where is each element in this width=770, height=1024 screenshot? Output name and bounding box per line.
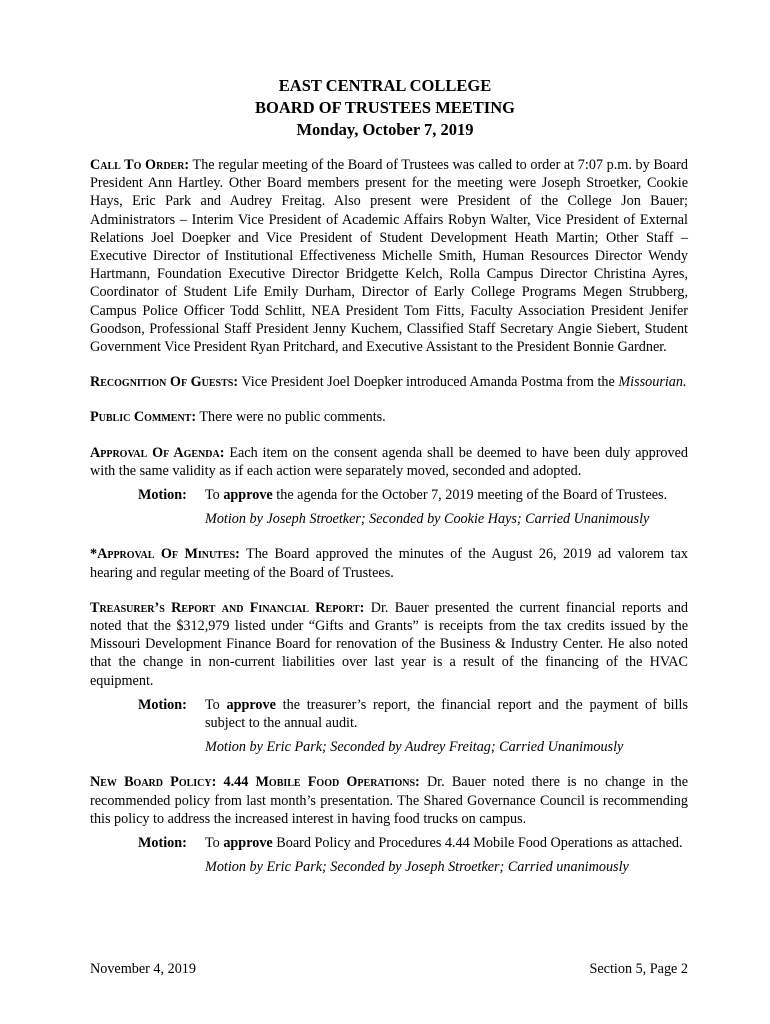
public-comment-text: There were no public comments. <box>199 409 386 426</box>
minutes-heading: *Approval Of Minutes: <box>90 546 240 563</box>
guests-text: Vice President Joel Doepker introduced Amanda Postma from the <box>241 374 615 391</box>
motion-text <box>205 696 688 732</box>
policy-heading: New Board Policy: 4.44 Mobile Food Operations: <box>90 774 420 791</box>
document-title <box>0 75 770 141</box>
minutes-text: The Board approved the minutes of the August 26, 2019 ad valorem tax hearing and regular meeting of the Board of Trustees. <box>90 546 689 581</box>
motion-text <box>205 486 688 504</box>
treasurer-motion-credit: Motion by Eric Park; Seconded by Audrey Freitag; Carried Unanimously <box>205 739 624 756</box>
motion-label: Motion: <box>138 835 187 852</box>
policy-text: Dr. Bauer noted there is no change in the recommended policy from last month’s presentation. The Shared Governance Council is recommending this policy to address the increased interest in having food trucks on campus. <box>90 774 689 827</box>
treasurer-motion <box>138 696 688 732</box>
motion-verb: approve <box>223 835 273 852</box>
agenda-heading: Approval Of Agenda: <box>90 444 225 461</box>
motion-text <box>205 834 688 852</box>
motion-verb: approve <box>226 696 276 713</box>
agenda-motion <box>138 486 688 504</box>
public-comment-heading: Public Comment: <box>90 409 197 426</box>
agenda-motion-credit: Motion by Joseph Stroetker; Seconded by Cookie Hays; Carried Unanimously <box>205 511 650 528</box>
motion-prefix: To <box>205 487 220 504</box>
motion-prefix: To <box>205 835 220 852</box>
guests-paragraph <box>90 373 688 391</box>
motion-verb: approve <box>223 487 273 504</box>
guests-heading: Recognition Of Guests: <box>90 374 239 391</box>
call-to-order-heading: Call To Order: <box>90 157 190 173</box>
agenda-text: Each item on the consent agenda shall be deemed to have been duly approved with the same validity as if each action were separately moved, seconded and adopted. <box>90 444 688 479</box>
policy-paragraph <box>90 773 688 828</box>
minutes-paragraph <box>90 545 688 581</box>
page-footer <box>90 961 688 978</box>
motion-rest: the treasurer’s report, the financial report and the payment of bills subject to the annual audit. <box>205 696 689 732</box>
call-to-order-paragraph <box>90 156 688 356</box>
motion-rest: Board Policy and Procedures 4.44 Mobile Food Operations as attached. <box>276 835 683 852</box>
footer-date: November 4, 2019 <box>90 961 196 977</box>
policy-motion <box>138 834 688 852</box>
motion-label: Motion: <box>138 487 187 504</box>
meeting-name: BOARD OF TRUSTEES MEETING <box>255 98 515 117</box>
publication-name: Missourian. <box>618 374 687 391</box>
treasurer-heading: Treasurer’s Report and Financial Report: <box>90 599 365 616</box>
footer-page-number: Section 5, Page 2 <box>589 961 688 977</box>
motion-label: Motion: <box>138 696 187 713</box>
public-comment-paragraph <box>90 408 688 426</box>
call-to-order-text: The regular meeting of the Board of Trustees was called to order at 7:07 p.m. by Board President Ann Hartley. Other Board members present for the meeting were Joseph Stroetker, Cookie Hays, Eric Park and Audrey Freitag. Also present were President of the College Jon Bauer; Administrators – Interim Vice President of Academic Affairs Robyn Walter, Vice President of External Relations Joel Doepker and Vice President of Student Development Heath Martin; Other Staff – Executive Director of Institutional Effectiveness Michelle Smith, Human Resources Director Wendy Hartmann, Foundation Executive Director Bridgette Kelch, Rolla Campus Director Christina Ayres, Coordinator of Student Life Emily Durham, Director of Early College Programs Megen Strubberg, Campus Police Officer Todd Schlitt, NEA President Tom Fitts, Faculty Association President Jenifer Goodson, Professional Staff President Jenny Kuchem, Classified Staff Secretary Angie Siebert, Student Government Vice President Ryan Pritchard, and Executive Assistant to the President Bonnie Gardner. <box>90 157 689 356</box>
motion-rest: the agenda for the October 7, 2019 meeting of the Board of Trustees. <box>276 487 668 504</box>
treasurer-text: Dr. Bauer presented the current financial reports and noted that the $312,979 listed under “Gifts and Grants” is receipts from the tax credits issued by the Missouri Development Finance Board for renovation of the Business & Industry Center. He also noted that the change in non-current liabilities over last year is a result of the financing of the HVAC equipment. <box>90 599 689 689</box>
policy-motion-credit: Motion by Eric Park; Seconded by Joseph Stroetker; Carried unanimously <box>205 859 629 876</box>
agenda-paragraph <box>90 444 688 480</box>
minutes-body <box>90 156 688 894</box>
college-name: EAST CENTRAL COLLEGE <box>278 76 492 95</box>
meeting-date: Monday, October 7, 2019 <box>296 120 474 139</box>
treasurer-paragraph <box>90 599 688 690</box>
motion-prefix: To <box>205 696 220 713</box>
